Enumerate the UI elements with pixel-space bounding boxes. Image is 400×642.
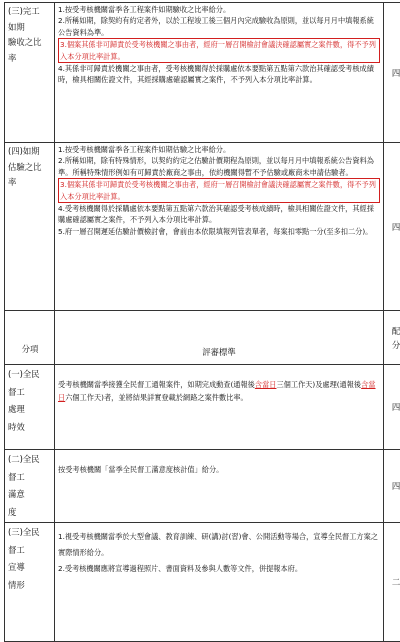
criteria-item-highlighted: 3.個案其係非可歸責於受考核機關之事由者，經府一層召開檢討會議決確認屬實之案件數，得不予列入本分項比率計算。 (58, 178, 380, 203)
criteria-text (55, 523, 384, 642)
header-subitem: 分項 (5, 311, 55, 365)
row-label: (四)如期 估驗之比 率 (5, 143, 55, 311)
row-label: (二)全民 督工 滿意 度 (5, 450, 55, 523)
table-row (5, 3, 400, 143)
score-cell: 二 (384, 523, 400, 642)
criteria-item: 2.受考核機關應將宣導過程照片、書面資料及參與人數等文件，併提報本府。 (58, 561, 380, 577)
criteria-item: 1.按受考核機關當季各工程案件如期估驗之比率給分。 (58, 144, 380, 155)
table-row (5, 365, 400, 450)
criteria-item: 2.所稱如期，除契約有約定者外，以於工程竣工後三個月內完成驗收為原則，並以每月月中填報系統公告資料為準。 (58, 15, 380, 38)
criteria-item: 4.受考核機關得於採購處依本要點第五點第六款治其確認受考核成績時，檢具相關佐證文件，其經採購處確認屬實之案件，不予列入本分項比率計算。 (58, 203, 380, 226)
criteria-item: 2.所稱如期，除有特殊情形，以契約約定之估驗計價期程為原則，並以每月月中填報系統公告資料為準。所稱特殊情形例如有可歸責於廠商之事由，依約機關得暫不予估驗或廠商未申請估驗者。 (58, 155, 380, 178)
criteria-item: 5.府一層召開遲延估驗計價檢討會，會前由本依限填報列管表單者，每案扣零點一分(至多扣二分)。 (58, 226, 380, 237)
criteria-item: 4.其係非可歸責於機關之事由者，受考核機關得於採購處依本要點第五點第六款治其確認受考核成績時，檢具相關佐證文件，其經採購處確認屬實之案件，不予列入本分項比率計算。 (58, 63, 380, 86)
score-cell: 四 (384, 143, 400, 311)
criteria-table-page (4, 2, 396, 596)
criteria-table (4, 2, 400, 642)
row-label: (一)全民 督工 處理 時效 (5, 365, 55, 450)
criteria-item: 1.按受考核機關當季各工程案件如期驗收之比率給分。 (58, 4, 380, 15)
table-row (5, 523, 400, 642)
score-cell: 四 (384, 3, 400, 143)
criteria-text: 按受考核機關「當季全民督工滿意度核計值」給分。 (55, 450, 384, 523)
header-criteria: 評審標準 (55, 311, 384, 365)
criteria-text (55, 143, 384, 311)
score-cell: 四 (384, 450, 400, 523)
score-cell: 四 (384, 365, 400, 450)
table-row (5, 143, 400, 311)
criteria-text: 受考核機關當季接獲全民督工通報案件，如期完成動查(通報後含當日三個工作天)及處理(通報後含當日六個工作天)者，並將結果詳實登載於網路之案件數比率。 (55, 365, 384, 450)
highlighted-term: 含當日 (58, 380, 376, 402)
criteria-text (55, 3, 384, 143)
criteria-item: 1.視受考核機關當季於大型會議、教育訓練、研(講)討(習)會、公開活動等場合，宣導全民督工方案之實際情形給分。 (58, 529, 380, 561)
highlighted-term: 含當日 (255, 380, 277, 389)
row-label: (三)完工 如期 驗收之比 率 (5, 3, 55, 143)
header-score: 配 分 (384, 311, 400, 365)
table-header-row (5, 311, 400, 365)
row-label: (三)全民 督工 宣導 情形 (5, 523, 55, 642)
criteria-item-highlighted: 3.個案其係非可歸責於受考核機關之事由者，經府一層召開檢討會議決確認屬實之案件數，得不予列入本分項比率計算。 (58, 38, 380, 63)
table-row (5, 450, 400, 523)
